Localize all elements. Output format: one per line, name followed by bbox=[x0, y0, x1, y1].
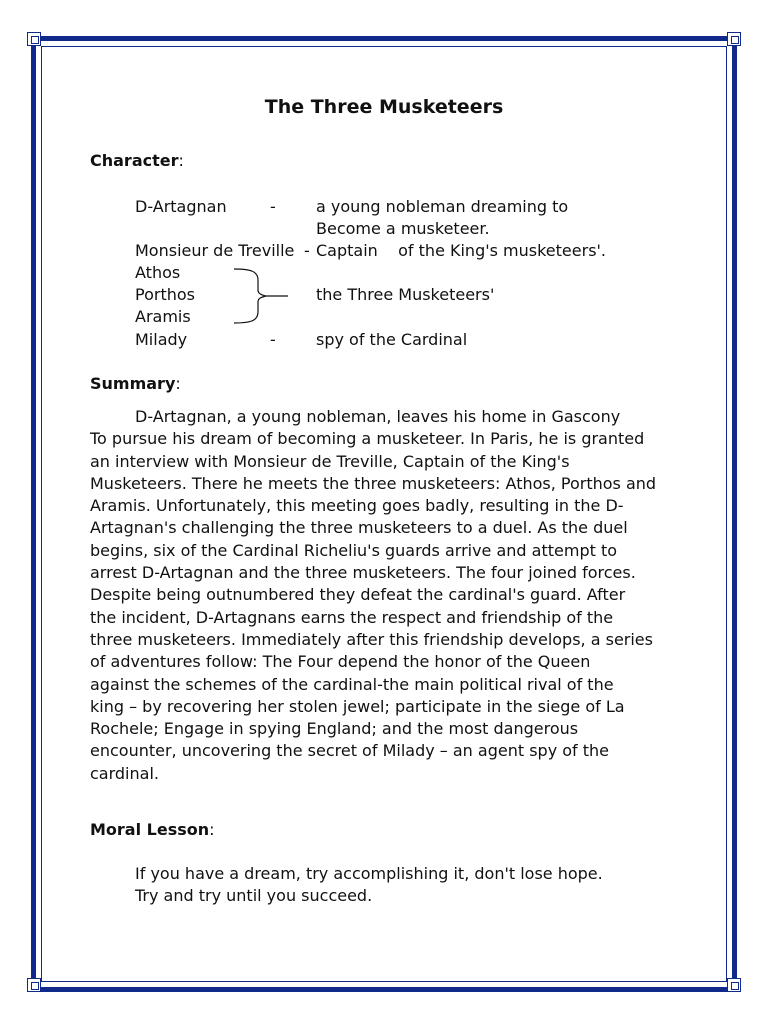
characters-heading bbox=[90, 151, 184, 170]
character-name: Milady bbox=[135, 330, 188, 349]
summary-paragraph bbox=[90, 406, 682, 785]
character-name: Porthos bbox=[135, 285, 195, 304]
summary-line: encounter, uncovering the secret of Milady – an agent spy of the bbox=[90, 741, 610, 761]
summary-heading-text: Summary bbox=[90, 374, 176, 393]
character-dash: - bbox=[270, 197, 276, 216]
brace-icon bbox=[232, 266, 292, 326]
summary-line: an interview with Monsieur de Treville, Captain of the King's bbox=[90, 451, 570, 471]
summary-line: of adventures follow: The Four depend the honor of the Queen bbox=[90, 652, 591, 672]
heading-colon: : bbox=[209, 820, 215, 839]
summary-line: To pursue his dream of becoming a musketeer. In Paris, he is granted bbox=[90, 429, 645, 449]
summary-heading bbox=[90, 374, 181, 393]
character-name: D-Artagnan bbox=[135, 197, 227, 216]
moral-lesson-line: Try and try until you succeed. bbox=[135, 886, 373, 905]
summary-line: Rochele; Engage in spying England; and the most dangerous bbox=[90, 719, 579, 739]
summary-line: Musketeers. There he meets the three musketeers: Athos, Porthos and bbox=[90, 473, 657, 493]
character-name: Aramis bbox=[135, 307, 191, 326]
summary-line: against the schemes of the cardinal-the main political rival of the bbox=[90, 674, 614, 694]
character-description: spy of the Cardinal bbox=[316, 330, 468, 349]
summary-line: the incident, D-Artagnans earns the respect and friendship of the bbox=[90, 607, 614, 627]
heading-colon: : bbox=[175, 374, 181, 393]
border-corner-ornament bbox=[727, 32, 741, 46]
character-description: Captain of the King's musketeers'. bbox=[316, 241, 607, 260]
summary-line: arrest D-Artagnan and the three musketeers. The four joined forces. bbox=[90, 563, 636, 583]
summary-line: begins, six of the Cardinal Richeliu's guards arrive and attempt to bbox=[90, 540, 618, 560]
summary-line: Artagnan's challenging the three musketeers to a duel. As the duel bbox=[90, 518, 628, 538]
border-corner-ornament bbox=[27, 978, 41, 992]
summary-line: cardinal. bbox=[90, 763, 159, 783]
characters-heading-text: Character bbox=[90, 151, 179, 170]
moral-lesson-heading-text: Moral Lesson bbox=[90, 820, 210, 839]
character-name: Athos bbox=[135, 263, 181, 282]
character-description: the Three Musketeers' bbox=[316, 285, 495, 304]
heading-colon: : bbox=[178, 151, 184, 170]
document-title: The Three Musketeers bbox=[264, 96, 504, 118]
character-dash: - bbox=[304, 241, 310, 260]
summary-line: Despite being outnumbered they defeat the cardinal's guard. After bbox=[90, 585, 626, 605]
border-corner-ornament bbox=[27, 32, 41, 46]
character-description: a young nobleman dreaming to bbox=[316, 197, 569, 216]
summary-line: three musketeers. Immediately after this friendship develops, a series bbox=[90, 629, 653, 649]
character-description: Become a musketeer. bbox=[316, 219, 490, 238]
summary-line: king – by recovering her stolen jewel; participate in the siege of La bbox=[90, 696, 625, 716]
summary-line: Aramis. Unfortunately, this meeting goes badly, resulting in the D- bbox=[90, 496, 624, 516]
summary-line: D-Artagnan, a young nobleman, leaves his home in Gascony bbox=[135, 407, 621, 426]
character-dash: - bbox=[270, 330, 276, 349]
border-corner-ornament bbox=[727, 978, 741, 992]
character-name: Monsieur de Treville bbox=[135, 241, 295, 260]
moral-lesson-line: If you have a dream, try accomplishing it, don't lose hope. bbox=[135, 864, 603, 883]
moral-lesson-heading bbox=[90, 820, 215, 839]
